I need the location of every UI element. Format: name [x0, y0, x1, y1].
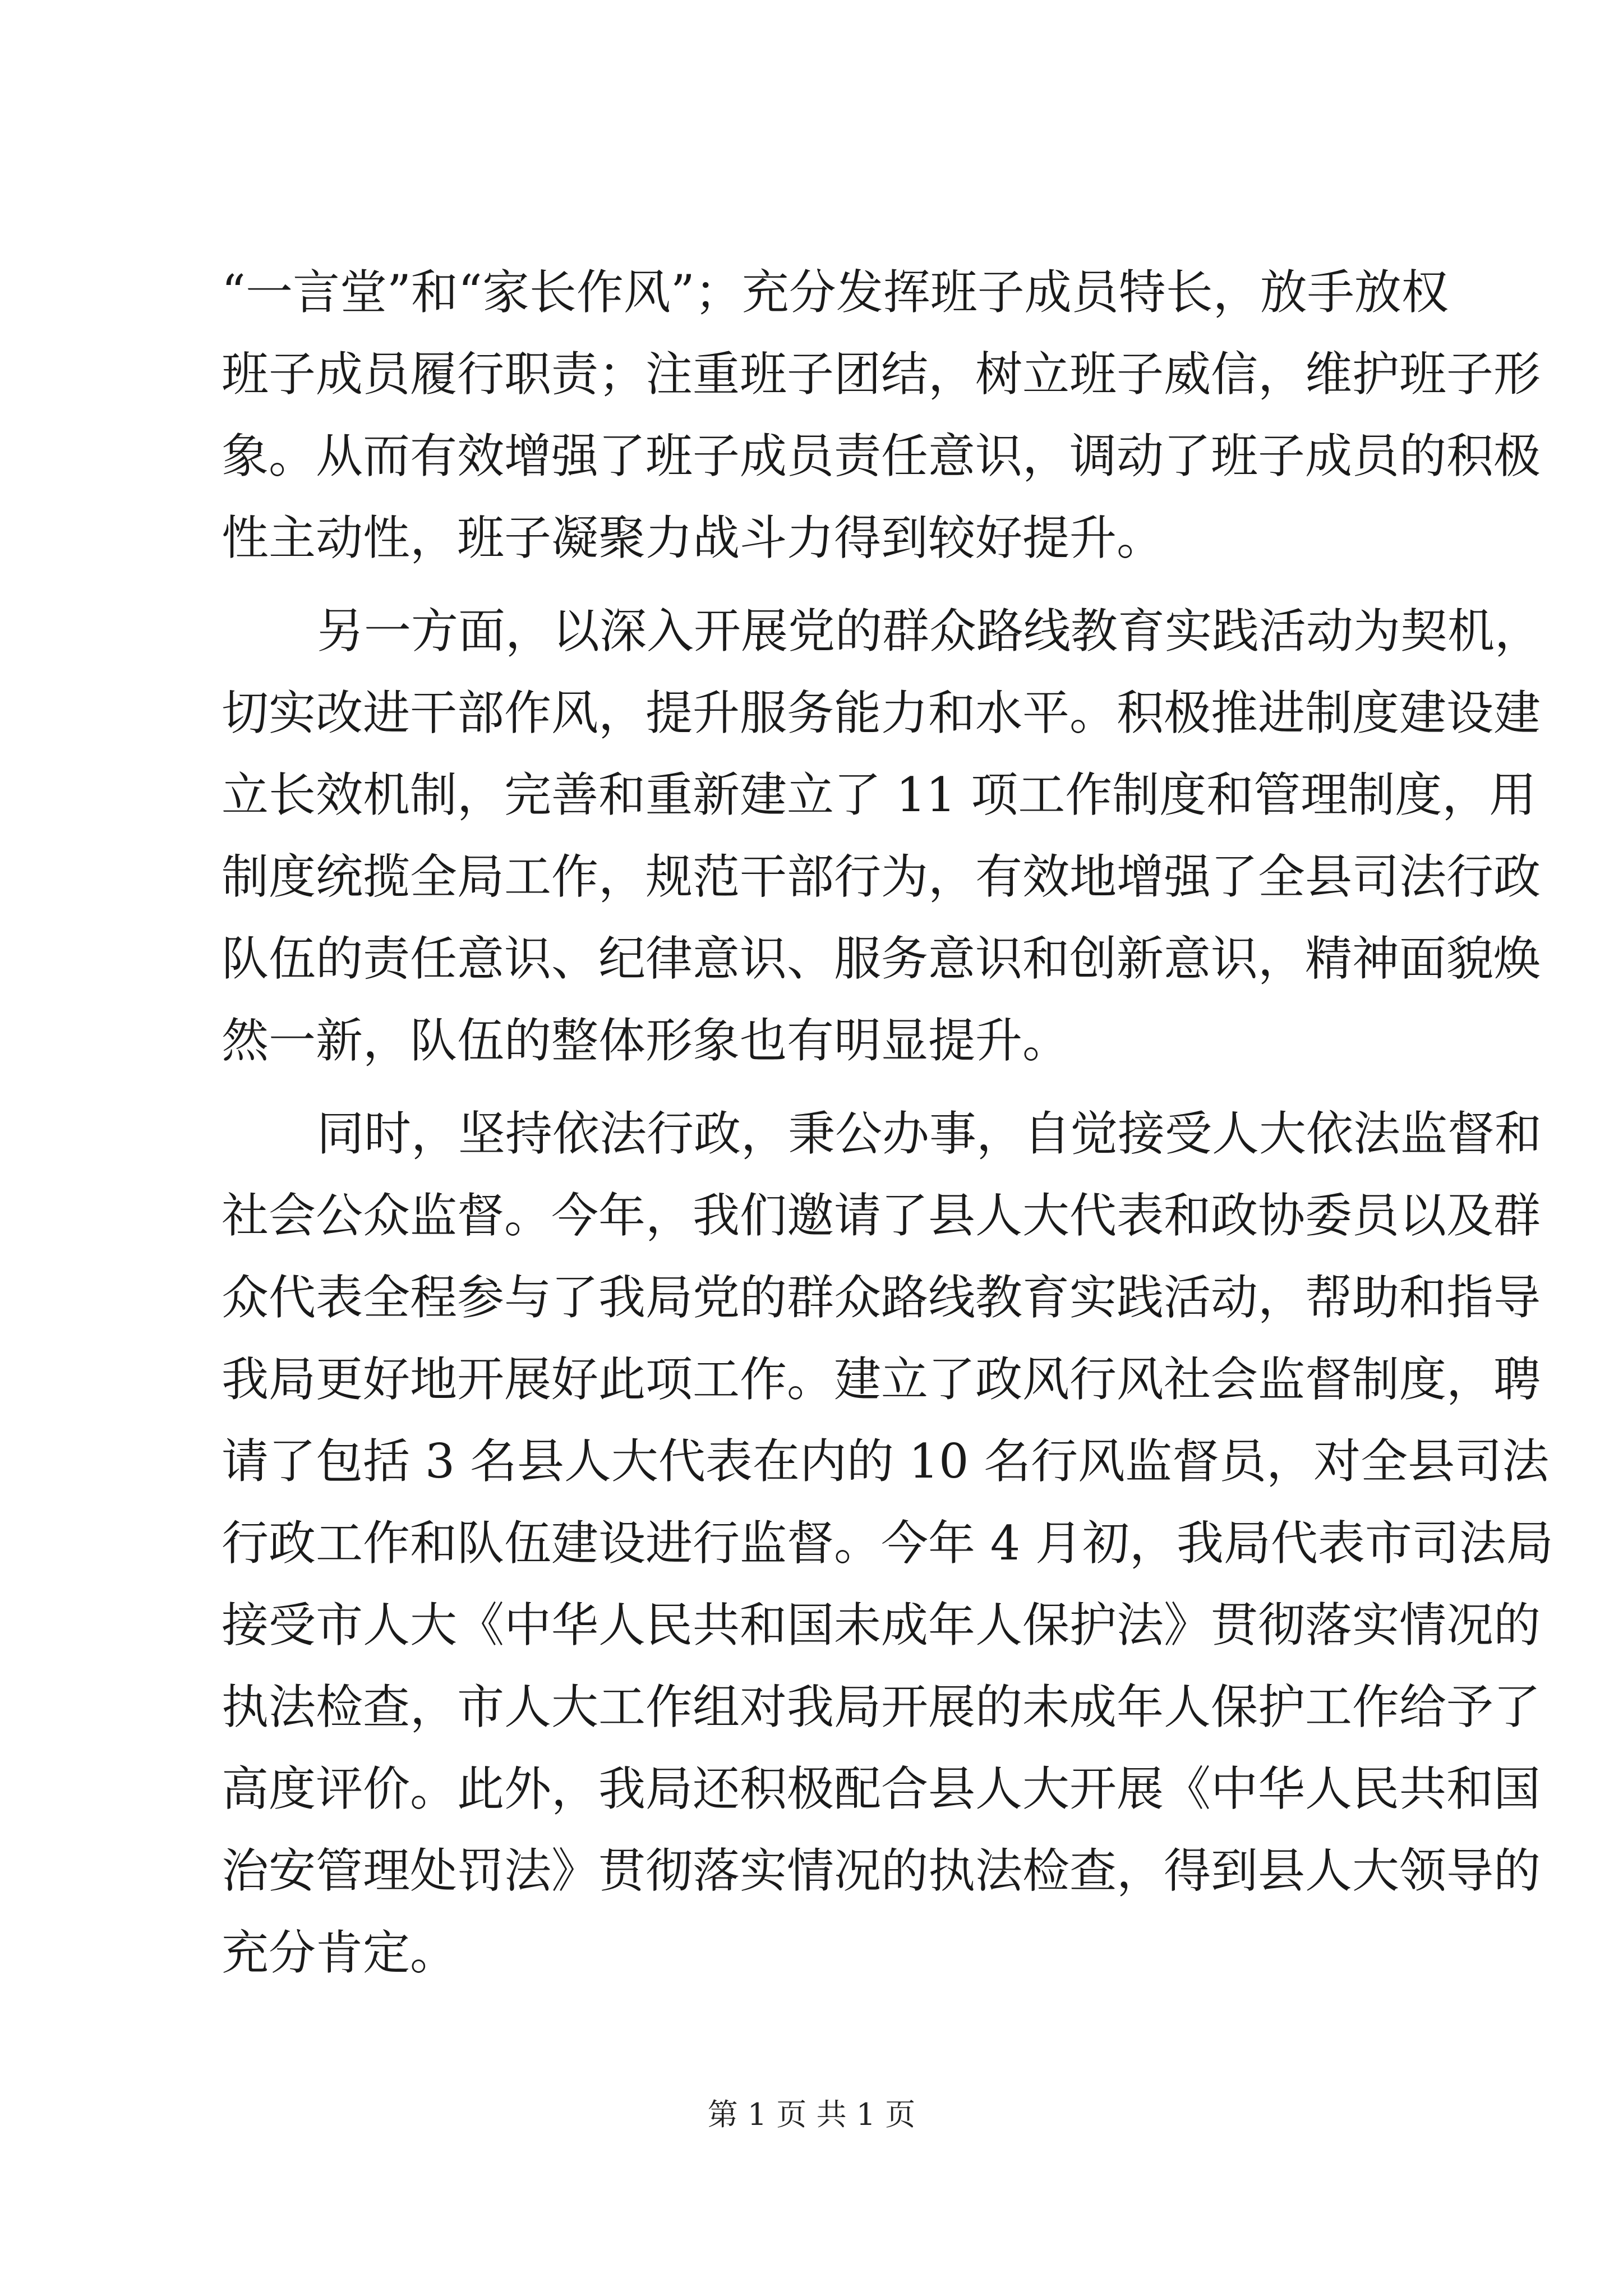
paragraph-line: 队伍的责任意识、纪律意识、服务意识和创新意识，精神面貌焕	[222, 931, 1541, 986]
paragraph-line: “一言堂”和“家长作风”；充分发挥班子成员特长，放手放权	[222, 265, 1449, 320]
paragraph-line: 同时，坚持依法行政，秉公办事，自觉接受人大依法监督和	[317, 1106, 1542, 1161]
paragraph-line: 另一方面，以深入开展党的群众路线教育实践活动为契机，	[317, 604, 1542, 659]
document-body	[222, 251, 1553, 1994]
paragraph-line: 立长效机制，完善和重新建立了 11 项工作制度和管理制度，用	[222, 767, 1537, 822]
paragraph-line: 我局更好地开展好此项工作。建立了政风行风社会监督制度，聘	[222, 1352, 1541, 1407]
paragraph-line: 象。从而有效增强了班子成员责任意识，调动了班子成员的积极	[222, 429, 1541, 484]
paragraph-line: 治安管理处罚法》贯彻落实情况的执法检查，得到县人大领导的	[222, 1843, 1541, 1898]
paragraph	[222, 1093, 1553, 1994]
paragraph-line: 众代表全程参与了我局党的群众路线教育实践活动，帮助和指导	[222, 1270, 1541, 1325]
paragraph	[222, 251, 1541, 579]
paragraph-line: 充分肯定。	[222, 1925, 458, 1980]
paragraph-line: 执法检查，市人大工作组对我局开展的未成年人保护工作给予了	[222, 1680, 1541, 1734]
paragraph-line: 切实改进干部作风，提升服务能力和水平。积极推进制度建设建	[222, 685, 1541, 740]
paragraph-spacer	[222, 1082, 1433, 1093]
paragraph-line: 制度统揽全局工作，规范干部行为，有效地增强了全县司法行政	[222, 849, 1541, 904]
paragraph-line: 接受市人大《中华人民共和国未成年人保护法》贯彻落实情况的	[222, 1598, 1541, 1653]
paragraph-line: 高度评价。此外，我局还积极配合县人大开展《中华人民共和国	[222, 1761, 1541, 1816]
paragraph-spacer	[222, 579, 1433, 590]
paragraph-line: 请了包括 3 名县人大代表在内的 10 名行风监督员，对全县司法	[222, 1434, 1550, 1489]
paragraph-line: 然一新，队伍的整体形象也有明显提升。	[222, 1013, 1070, 1068]
page-footer: 第 1 页 共 1 页	[707, 2097, 916, 2132]
paragraph-line: 性主动性，班子凝聚力战斗力得到较好提升。	[222, 510, 1164, 565]
paragraph-line: 社会公众监督。今年，我们邀请了县人大代表和政协委员以及群	[222, 1188, 1541, 1243]
paragraph-line: 班子成员履行职责；注重班子团结，树立班子威信，维护班子形	[222, 347, 1541, 402]
paragraph	[222, 590, 1542, 1082]
paragraph-line: 行政工作和队伍建设进行监督。今年 4 月初，我局代表市司法局	[222, 1516, 1553, 1571]
